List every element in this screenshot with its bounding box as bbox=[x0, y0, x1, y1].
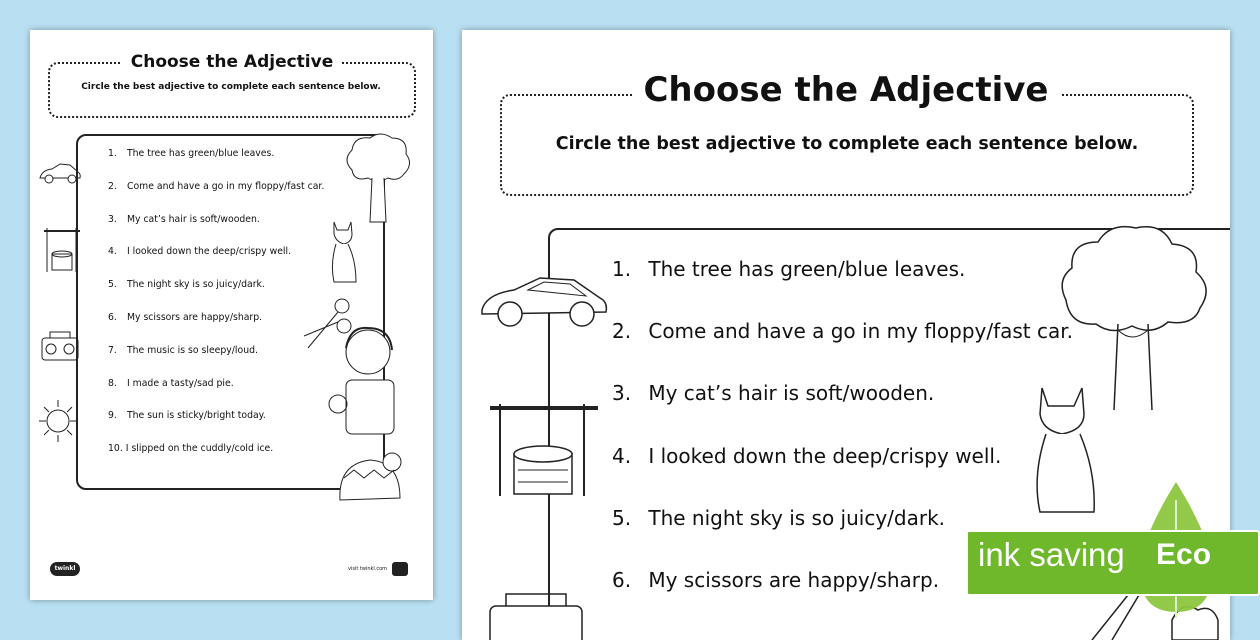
eco-label: Eco bbox=[1156, 538, 1212, 571]
list-item: 4. I looked down the deep/crispy well. bbox=[108, 246, 292, 258]
boy-illustration bbox=[320, 324, 416, 436]
instruction-text: Circle the best adjective to complete each sentence below. bbox=[555, 134, 1139, 154]
list-item: 7. The music is so sleepy/loud. bbox=[108, 344, 258, 356]
list-item: 5. The night sky is so juicy/dark. bbox=[612, 505, 946, 530]
cat-illustration bbox=[326, 216, 362, 286]
list-item: 4. I looked down the deep/crispy well. bbox=[612, 443, 1002, 468]
list-item: 6. My scissors are happy/sharp. bbox=[612, 567, 940, 592]
worksheet-title: Choose the Adjective bbox=[632, 70, 1060, 110]
list-item: 3. My cat’s hair is soft/wooden. bbox=[612, 381, 935, 406]
question-list bbox=[108, 146, 324, 474]
sun-illustration bbox=[38, 398, 78, 444]
well-illustration bbox=[488, 400, 600, 500]
footer-badge-icon bbox=[392, 562, 408, 576]
well-illustration bbox=[44, 226, 80, 274]
ink-saving-text: ink saving bbox=[978, 536, 1125, 573]
ink-saving-eco-badge bbox=[966, 480, 1260, 630]
car-illustration bbox=[478, 270, 610, 332]
list-item: 9. The sun is sticky/bright today. bbox=[108, 410, 266, 422]
radio-illustration bbox=[486, 590, 586, 640]
hat-illustration bbox=[334, 448, 406, 508]
list-item: 2. Come and have a go in my floppy/fast car. bbox=[108, 180, 325, 192]
worksheet-preview-small bbox=[30, 30, 433, 600]
instruction-text: Circle the best adjective to complete each sentence below. bbox=[81, 82, 381, 92]
list-item: 8. I made a tasty/sad pie. bbox=[108, 377, 234, 389]
eco-banner bbox=[966, 530, 1260, 596]
list-item: 5. The night sky is so juicy/dark. bbox=[108, 279, 265, 291]
list-item: 3. My cat’s hair is soft/wooden. bbox=[108, 213, 260, 225]
list-item: 6. My scissors are happy/sharp. bbox=[108, 311, 263, 323]
list-item: 1. The tree has green/blue leaves. bbox=[108, 148, 275, 159]
car-illustration bbox=[38, 158, 82, 188]
list-item: 2. Come and have a go in my floppy/fast car. bbox=[612, 319, 1073, 344]
footer-url: visit twinkl.com bbox=[348, 566, 388, 572]
list-item: 1. The tree has green/blue leaves. bbox=[612, 257, 966, 281]
radio-illustration bbox=[40, 330, 80, 364]
twinkl-logo: twinkl bbox=[50, 562, 80, 576]
list-item: 10. I slipped on the cuddly/cold ice. bbox=[108, 443, 274, 455]
worksheet-title: Choose the Adjective bbox=[122, 52, 342, 72]
tree-illustration bbox=[340, 130, 414, 230]
